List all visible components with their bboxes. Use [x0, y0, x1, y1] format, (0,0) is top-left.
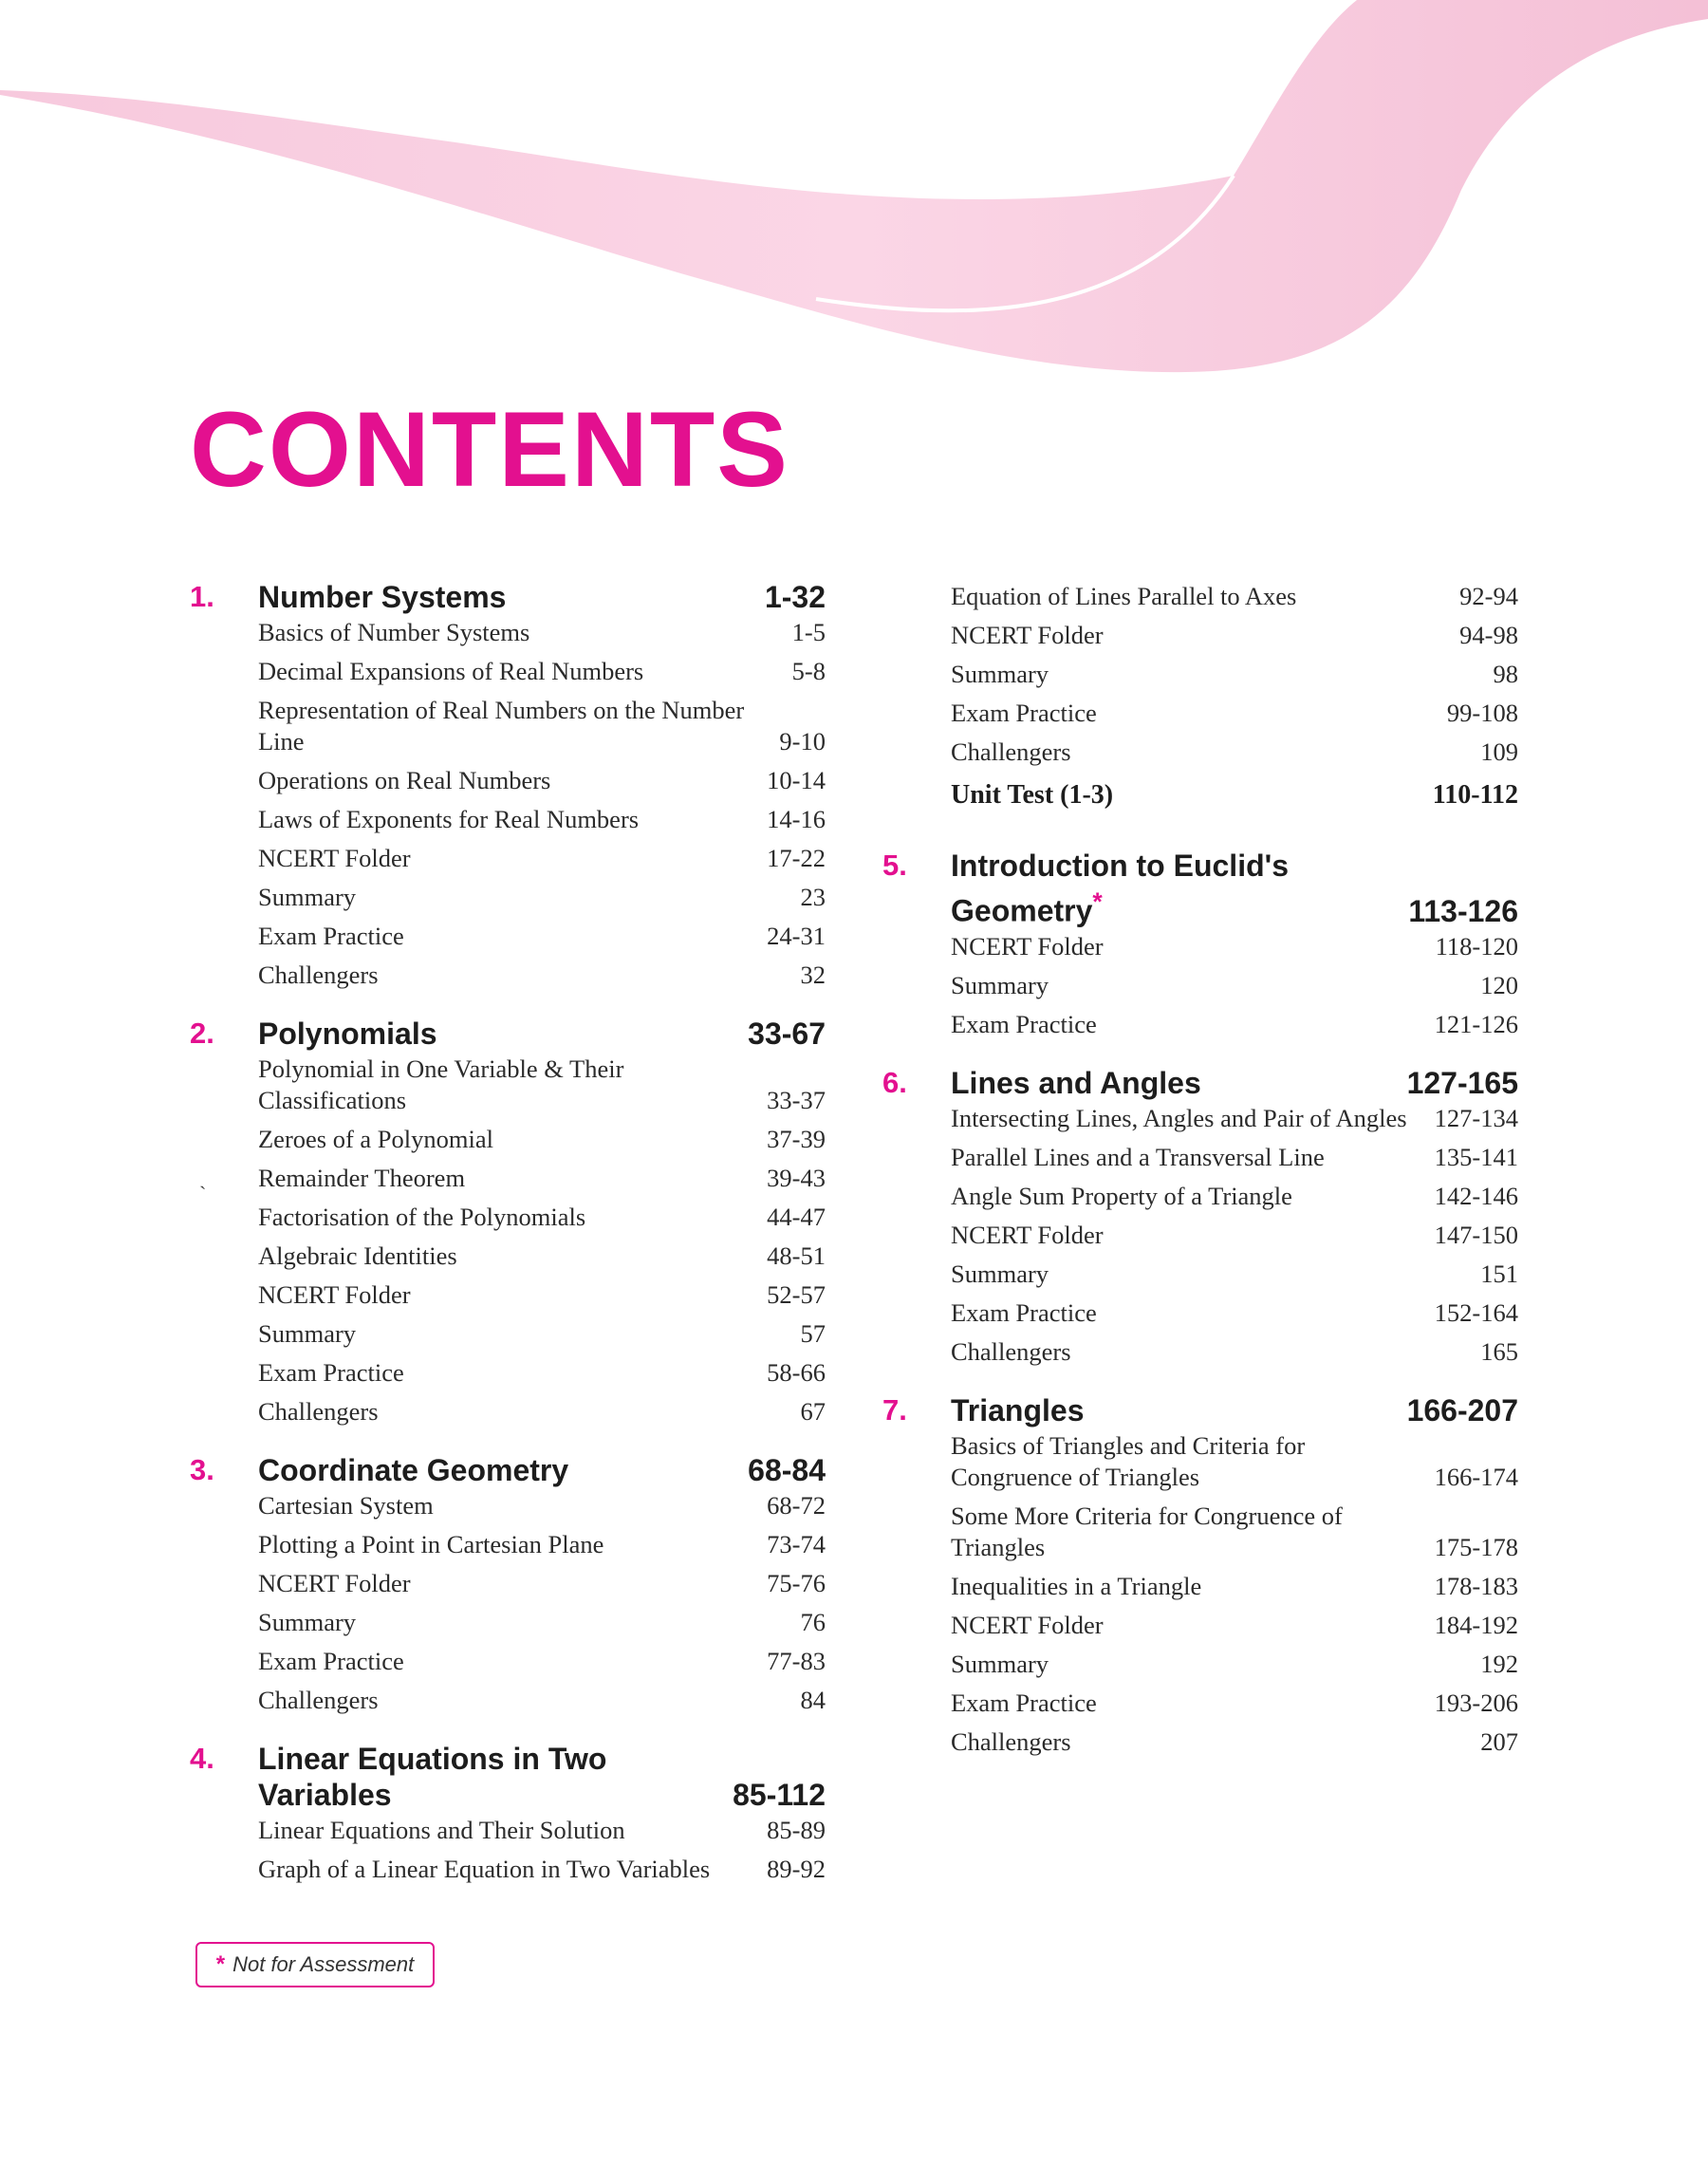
- chapter-heading[interactable]: [882, 1065, 1518, 1101]
- continued-topics-list: [882, 581, 1518, 768]
- chapter-heading[interactable]: [190, 1452, 826, 1488]
- toc-topic-row[interactable]: [951, 1571, 1518, 1602]
- toc-topic-row[interactable]: [258, 1279, 826, 1311]
- toc-topic-row[interactable]: [258, 1568, 826, 1599]
- topic-pages: 152-164: [1434, 1297, 1518, 1327]
- topic-pages: 165: [1480, 1336, 1518, 1366]
- topic-title: Summary: [258, 883, 357, 911]
- topic-pages: 9-10: [779, 727, 826, 756]
- chapter-title-text: Linear Equations in Two Variables: [258, 1742, 607, 1812]
- topic-title: Basics of Triangles and Criteria for Congruence of Triangles: [951, 1430, 1306, 1491]
- topic-pages: 67: [800, 1397, 826, 1426]
- topic-pages: 121-126: [1434, 1009, 1518, 1038]
- topic-title: Summary: [951, 660, 1049, 688]
- topic-pages: 77-83: [767, 1647, 826, 1675]
- toc-topic-row[interactable]: [258, 804, 826, 835]
- toc-left-column: [190, 579, 826, 1910]
- toc-topic-row[interactable]: [951, 1726, 1518, 1758]
- topic-title: Exam Practice: [951, 1297, 1097, 1327]
- topic-title: Basics of Number Systems: [258, 618, 530, 646]
- chapter-title-text: Polynomials: [258, 1017, 437, 1051]
- toc-topic-row[interactable]: [951, 1142, 1518, 1173]
- topic-pages: 193-206: [1434, 1688, 1518, 1717]
- toc-topic-row[interactable]: [951, 620, 1518, 651]
- topic-title: Exam Practice: [951, 699, 1097, 727]
- chapter-title: [951, 1392, 1407, 1428]
- toc-topic-row[interactable]: [258, 1396, 826, 1427]
- toc-topic-row[interactable]: [258, 1163, 826, 1194]
- toc-topic-row[interactable]: [951, 737, 1518, 768]
- footnote-text: Not for Assessment: [232, 1952, 415, 1976]
- topic-list: [190, 617, 826, 991]
- topic-pages: 23: [800, 883, 826, 911]
- topic-list: [882, 1103, 1518, 1368]
- topic-title: Angle Sum Property of a Triangle: [951, 1181, 1292, 1210]
- toc-topic-row[interactable]: [951, 698, 1518, 729]
- topic-pages: 118-120: [1435, 931, 1518, 961]
- topic-pages: 44-47: [767, 1203, 826, 1231]
- topic-pages: 178-183: [1434, 1571, 1518, 1600]
- chapter-title-text: Coordinate Geometry: [258, 1453, 569, 1487]
- chapter-title: [951, 1065, 1407, 1101]
- chapter-heading[interactable]: [882, 848, 1518, 929]
- topic-pages: 94-98: [1459, 621, 1518, 649]
- topic-title: Exam Practice: [258, 1647, 404, 1675]
- topic-pages: 92-94: [1459, 582, 1518, 610]
- topic-pages: 135-141: [1434, 1142, 1518, 1171]
- toc-topic-row[interactable]: [951, 1259, 1518, 1290]
- topic-title: Factorisation of the Polynomials: [258, 1203, 586, 1231]
- topic-pages: 192: [1480, 1649, 1518, 1678]
- chapter-number: 2.: [190, 1017, 214, 1050]
- topic-title: Decimal Expansions of Real Numbers: [258, 657, 644, 685]
- topic-title: Summary: [258, 1608, 357, 1636]
- topic-pages: 120: [1480, 970, 1518, 999]
- topic-pages: 33-37: [767, 1086, 826, 1114]
- chapter-block: [882, 848, 1518, 1040]
- topic-title: Parallel Lines and a Transversal Line: [951, 1142, 1325, 1171]
- toc-topic-row[interactable]: [258, 1607, 826, 1638]
- topic-pages: 14-16: [767, 805, 826, 833]
- chapter-pages: 33-67: [748, 1017, 826, 1051]
- topic-title: NCERT Folder: [258, 1569, 411, 1597]
- topic-title: NCERT Folder: [951, 1610, 1104, 1639]
- topic-title: Zeroes of a Polynomial: [258, 1125, 494, 1153]
- chapter-title-text: Number Systems: [258, 580, 507, 614]
- topic-title: Inequalities in a Triangle: [951, 1571, 1202, 1600]
- chapter-title: [258, 1452, 748, 1488]
- page-title: CONTENTS: [190, 390, 789, 509]
- topic-title: Representation of Real Numbers on the Number Line: [258, 696, 745, 756]
- topic-title: NCERT Folder: [951, 931, 1104, 961]
- toc-topic-row[interactable]: [258, 1318, 826, 1350]
- toc-topic-row[interactable]: [258, 765, 826, 796]
- toc-topic-row[interactable]: [258, 1529, 826, 1560]
- chapter-heading[interactable]: [190, 1741, 826, 1813]
- topic-pages: 89-92: [767, 1855, 826, 1883]
- topic-pages: 39-43: [767, 1164, 826, 1192]
- topic-title: NCERT Folder: [951, 621, 1104, 649]
- chapter-pages: 1-32: [764, 580, 826, 614]
- topic-title: Summary: [951, 1649, 1049, 1678]
- topic-pages: 99-108: [1446, 699, 1518, 727]
- chapter-title-text: Triangles: [951, 1392, 1085, 1427]
- toc-topic-row[interactable]: [258, 1490, 826, 1521]
- topic-pages: 75-76: [767, 1569, 826, 1597]
- topic-pages: 17-22: [767, 844, 826, 872]
- topic-title: Remainder Theorem: [258, 1164, 466, 1192]
- footnote-star: *: [215, 1951, 226, 1977]
- toc-topic-row[interactable]: [258, 1124, 826, 1155]
- toc-topic-row[interactable]: [951, 1430, 1518, 1493]
- chapter-pages: 127-165: [1406, 1065, 1518, 1100]
- topic-title: NCERT Folder: [951, 1220, 1104, 1249]
- topic-title: Equation of Lines Parallel to Axes: [951, 582, 1297, 610]
- topic-list: [882, 1430, 1518, 1758]
- topic-title: Exam Practice: [951, 1688, 1097, 1717]
- unit-test-entry[interactable]: [882, 779, 1518, 812]
- toc-topic-row[interactable]: [258, 1815, 826, 1846]
- chapter-heading[interactable]: [190, 579, 826, 615]
- topic-title: Algebraic Identities: [258, 1241, 457, 1270]
- topic-pages: 166-174: [1434, 1462, 1518, 1491]
- chapter-block: [882, 1065, 1518, 1368]
- topic-pages: 142-146: [1434, 1181, 1518, 1210]
- toc-topic-row[interactable]: [951, 1688, 1518, 1719]
- footnote-box: [195, 1942, 435, 1987]
- topic-title: Operations on Real Numbers: [258, 766, 551, 794]
- topic-pages: 73-74: [767, 1530, 826, 1558]
- topic-pages: 68-72: [767, 1491, 826, 1520]
- chapter-pages: 113-126: [1408, 893, 1518, 928]
- topic-title: Cartesian System: [258, 1491, 434, 1520]
- topic-title: Exam Practice: [258, 1358, 404, 1387]
- chapter-title-text: Lines and Angles: [951, 1065, 1201, 1100]
- chapter-heading[interactable]: [882, 1392, 1518, 1428]
- topic-pages: 84: [800, 1686, 826, 1714]
- chapter-title-text: Introduction to Euclid's Geometry: [951, 849, 1290, 928]
- topic-pages: 184-192: [1434, 1610, 1518, 1639]
- toc-topic-row[interactable]: [258, 1646, 826, 1677]
- topic-list: [882, 931, 1518, 1040]
- chapter-title: [951, 848, 1408, 929]
- topic-pages: 10-14: [767, 766, 826, 794]
- topic-title: Summary: [951, 970, 1049, 999]
- topic-pages: 32: [800, 961, 826, 989]
- toc-topic-row[interactable]: [258, 617, 826, 648]
- toc-topic-row[interactable]: [258, 921, 826, 952]
- unit-test-pages: 110-112: [1432, 780, 1518, 810]
- topic-title: Summary: [951, 1259, 1049, 1288]
- topic-pages: 37-39: [767, 1125, 826, 1153]
- chapter-block: [190, 1452, 826, 1716]
- topic-pages: 98: [1493, 660, 1518, 688]
- chapter-number: 5.: [882, 849, 907, 882]
- toc-topic-row[interactable]: [951, 970, 1518, 1001]
- topic-list: [190, 1054, 826, 1427]
- toc-topic-row[interactable]: [951, 1220, 1518, 1251]
- chapter-number: 7.: [882, 1392, 907, 1427]
- toc-topic-row[interactable]: [951, 1610, 1518, 1641]
- topic-pages: 5-8: [791, 657, 826, 685]
- stray-mark: `: [199, 1182, 207, 1205]
- toc-topic-row[interactable]: [951, 1009, 1518, 1040]
- topic-title: Linear Equations and Their Solution: [258, 1816, 625, 1844]
- topic-title: Some More Criteria for Congruence of Triangles: [951, 1501, 1343, 1561]
- chapter-number: 3.: [190, 1453, 214, 1486]
- topic-title: Laws of Exponents for Real Numbers: [258, 805, 640, 833]
- chapter-pages: 85-112: [733, 1778, 826, 1812]
- toc-topic-row[interactable]: [951, 1181, 1518, 1212]
- toc-right-column: [882, 579, 1518, 1782]
- toc-topic-row[interactable]: [258, 1054, 826, 1116]
- chapter-block: [190, 579, 826, 991]
- topic-pages: 175-178: [1434, 1532, 1518, 1561]
- topic-list: [190, 1815, 826, 1885]
- toc-topic-row[interactable]: [951, 1336, 1518, 1368]
- chapter-number: 4.: [190, 1742, 214, 1775]
- topic-pages: 151: [1480, 1259, 1518, 1288]
- toc-topic-row[interactable]: [258, 1241, 826, 1272]
- topic-pages: 147-150: [1434, 1220, 1518, 1249]
- topic-pages: 207: [1480, 1726, 1518, 1756]
- toc-topic-row[interactable]: [258, 1202, 826, 1233]
- toc-topic-row[interactable]: [951, 1649, 1518, 1680]
- chapter-block: [190, 1741, 826, 1885]
- topic-pages: 58-66: [767, 1358, 826, 1387]
- topic-pages: 1-5: [791, 618, 826, 646]
- topic-title: Challengers: [258, 1397, 379, 1426]
- chapter-number: 6.: [882, 1065, 907, 1099]
- toc-topic-row[interactable]: [258, 1685, 826, 1716]
- chapter-title: [258, 1741, 733, 1813]
- topic-title: NCERT Folder: [258, 1280, 411, 1309]
- toc-topic-row[interactable]: [258, 960, 826, 991]
- topic-pages: 52-57: [767, 1280, 826, 1309]
- topic-title: Challengers: [258, 961, 379, 989]
- topic-pages: 24-31: [767, 922, 826, 950]
- topic-list: [190, 1490, 826, 1716]
- topic-title: Intersecting Lines, Angles and Pair of Angles: [951, 1103, 1407, 1132]
- toc-topic-row[interactable]: [951, 1501, 1518, 1563]
- chapter-block: [882, 1392, 1518, 1758]
- topic-title: Graph of a Linear Equation in Two Variables: [258, 1855, 711, 1883]
- not-for-assessment-star: *: [1092, 887, 1103, 916]
- toc-topic-row[interactable]: [258, 882, 826, 913]
- topic-pages: 76: [800, 1608, 826, 1636]
- toc-topic-row[interactable]: [258, 1854, 826, 1885]
- chapter-number: 1.: [190, 580, 214, 613]
- topic-title: Exam Practice: [951, 1009, 1097, 1038]
- toc-topic-row[interactable]: [951, 1297, 1518, 1329]
- chapter-title: [258, 579, 765, 615]
- topic-title: Challengers: [258, 1686, 379, 1714]
- toc-topic-row[interactable]: [258, 656, 826, 687]
- toc-topic-row[interactable]: [258, 843, 826, 874]
- topic-title: Polynomial in One Variable & Their Classifications: [258, 1054, 624, 1114]
- topic-pages: 85-89: [767, 1816, 826, 1844]
- topic-title: Challengers: [951, 1336, 1071, 1366]
- unit-test-title: Unit Test (1-3): [951, 780, 1114, 810]
- topic-pages: 127-134: [1434, 1103, 1518, 1132]
- decorative-wave-banner: [0, 0, 1708, 399]
- chapter-pages: 68-84: [748, 1453, 826, 1487]
- toc-topic-row[interactable]: [258, 695, 826, 757]
- chapter-title: [258, 1016, 748, 1052]
- toc-topic-row[interactable]: [951, 581, 1518, 612]
- toc-topic-row[interactable]: [951, 1103, 1518, 1134]
- chapter-block: [190, 1016, 826, 1427]
- topic-pages: 57: [800, 1319, 826, 1348]
- toc-topic-row[interactable]: [951, 931, 1518, 962]
- toc-topic-row[interactable]: [258, 1357, 826, 1389]
- toc-topic-row[interactable]: [951, 659, 1518, 690]
- chapter-heading[interactable]: [190, 1016, 826, 1052]
- topic-title: Challengers: [951, 737, 1071, 766]
- topic-title: Summary: [258, 1319, 357, 1348]
- topic-title: Exam Practice: [258, 922, 404, 950]
- chapter-pages: 166-207: [1406, 1392, 1518, 1427]
- topic-title: Plotting a Point in Cartesian Plane: [258, 1530, 604, 1558]
- topic-pages: 48-51: [767, 1241, 826, 1270]
- topic-title: Challengers: [951, 1726, 1071, 1756]
- topic-title: NCERT Folder: [258, 844, 411, 872]
- topic-pages: 109: [1480, 737, 1518, 766]
